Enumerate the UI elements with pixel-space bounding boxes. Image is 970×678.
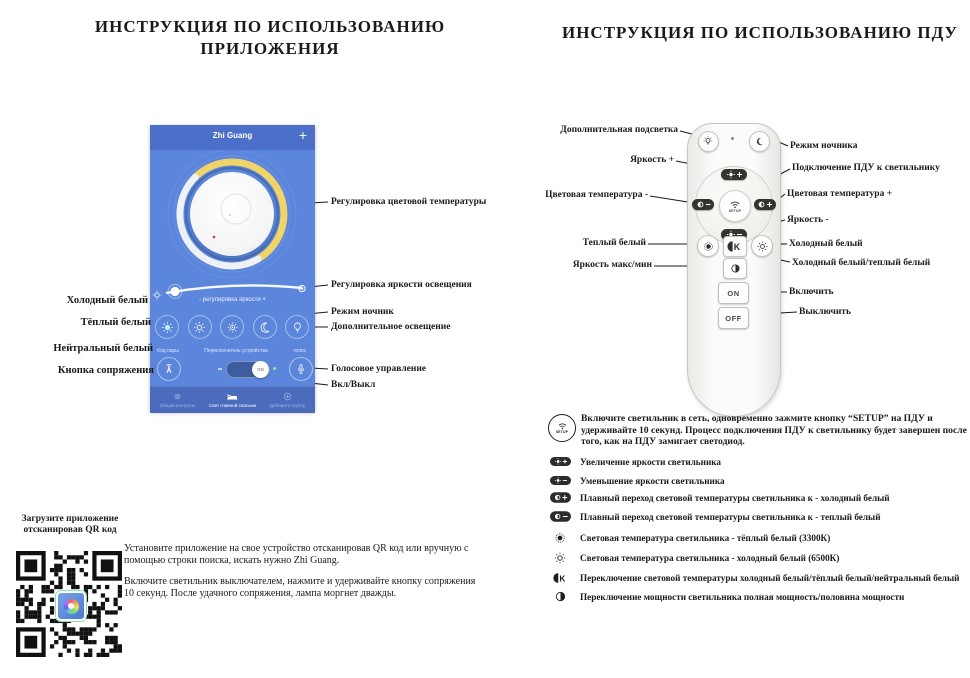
app-screenshot (150, 125, 315, 412)
callout-night-mode-remote: Режим ночника (790, 141, 858, 151)
cold-sun-icon (548, 551, 572, 565)
callout-brightness-minus: Яркость - (787, 215, 829, 225)
brightness-slider-label: - регулировка яркости + (199, 297, 266, 303)
callout-brightness-maxmin: Яркость макс/мин (572, 260, 652, 270)
neutral-white-button (220, 315, 244, 339)
left-title-line2: ПРИЛОЖЕНИЯ (200, 39, 340, 58)
legend-row: K Переключение световой температуры холодный белый/тёплый белый/нейтральный белый (548, 570, 959, 585)
cct-switch-button (723, 236, 747, 257)
warm-sun-icon (702, 240, 715, 253)
callout-turn-on: Включить (789, 287, 834, 297)
device-toggle (226, 361, 270, 378)
legend-row: Увеличение яркости светильника (548, 454, 721, 469)
bulb-rays-icon (702, 135, 714, 147)
led-indicator (731, 137, 734, 140)
left-page-title (70, 16, 470, 60)
app-tab-bar (150, 386, 315, 413)
cct-minus-button (692, 199, 714, 210)
power-half-button (723, 258, 747, 279)
antenna-icon (163, 363, 175, 375)
plus-circle-icon (283, 392, 292, 401)
install-note: Установите приложение на свое устройство отсканировав QR код или вручную с помощью строки поиска, искать нужно Zhi Guang. (124, 543, 469, 566)
callout-color-temp-minus: Цветовая температура - (545, 190, 648, 200)
moon-icon (754, 136, 765, 147)
cct-plus-button (754, 199, 776, 210)
night-mode-button (749, 131, 770, 152)
brightness-down-pill-icon (548, 475, 572, 486)
legend-row: Переключение мощности светильника полная мощность/половина мощности (548, 589, 904, 604)
wifi-icon (729, 200, 741, 209)
night-mode-button (253, 315, 277, 339)
cold-white-button (155, 315, 179, 339)
callout-warm-white-remote: Теплый белый (582, 238, 646, 248)
sun-filled-icon (161, 321, 174, 334)
legend-row: Световая температура светильника - тёплый белый (3300К) (548, 530, 830, 545)
callout-backlight: Дополнительная подсветка (560, 125, 678, 135)
pair-button (157, 357, 181, 381)
svg-text:K: K (733, 241, 741, 252)
callout-extra-light: Дополнительное освещение (331, 322, 451, 332)
microphone-icon (295, 363, 307, 375)
voice-button (289, 357, 313, 381)
add-device-button: + (298, 127, 307, 143)
cct-down-pill-icon (548, 511, 572, 522)
tab-general-control: Общий контроль (150, 387, 205, 413)
warm-white-button (188, 315, 212, 339)
callout-night-mode: Режим ночник (331, 307, 394, 317)
moon-icon (258, 321, 271, 334)
callout-color-temp: Регулировка цветовой температуры (331, 197, 487, 207)
callout-brightness-plus: Яркость + (630, 155, 674, 165)
callout-voice-control: Голосовое управление (331, 364, 427, 374)
voice-label: голос (293, 348, 307, 354)
app-header-bar (150, 125, 315, 150)
qr-caption: Загрузите приложение отсканировав QR код (21, 514, 119, 535)
callout-pairing: Подключение ПДУ к светильнику (792, 163, 940, 173)
tab-main-bedroom-light: Свет главной спальни (205, 387, 260, 413)
on-button: ON (718, 282, 749, 304)
callout-on-off: Вкл/Выкл (331, 380, 376, 390)
brightness-slider (150, 279, 315, 313)
gear-icon (173, 392, 182, 401)
callout-warm-white: Тёплый белый (80, 317, 151, 328)
power-switch-icon (548, 590, 572, 603)
callout-color-temp-plus: Цветовая температура + (787, 189, 893, 199)
setup-note: Включите светильник в сеть, одновременно зажмите кнопку “SETUP” на ПДУ и удерживайте 10 секунд. Процесс подключения ПДУ к светильнику будет завершен после того, как на ПДУ замигает светодиод. (581, 413, 967, 448)
device-switch-label: Переключатель устройства (204, 348, 268, 354)
left-title-line1: ИНСТРУКЦИЯ ПО ИСПОЛЬЗОВАНИЮ (94, 17, 446, 36)
cct-plus-icon (754, 199, 776, 210)
cct-switch-icon (727, 239, 743, 254)
warm-sun-icon (548, 531, 572, 545)
cold-white-button (751, 235, 773, 257)
sun-outline-icon (193, 321, 206, 334)
toggle-off-mark (218, 368, 222, 370)
callout-turn-off: Выключить (799, 307, 851, 317)
sun-plus-icon (721, 169, 747, 180)
callout-cold-white-remote: Холодный белый (789, 239, 863, 249)
pairing-note: Включите светильник выключателем, нажмите и удерживайте кнопку сопряжения 10 секунд. После удачного сопряжения, лампа моргнет дважды. (124, 576, 476, 599)
cct-switch-icon (548, 571, 572, 585)
camera-lens-icon (64, 599, 79, 614)
off-button: OFF (718, 307, 749, 329)
toggle-on-mark (273, 367, 276, 370)
extra-light-button (285, 315, 309, 339)
legend-row: Плавный переход световой температуры светильника к - холодный белый (548, 490, 890, 505)
cct-minus-icon (692, 199, 714, 210)
right-page-title: ИНСТРУКЦИЯ ПО ИСПОЛЬЗОВАНИЮ ПДУ (561, 23, 959, 42)
wifi-icon (557, 422, 568, 430)
svg-text:K: K (558, 573, 565, 583)
app-logo (56, 591, 86, 621)
bulb-icon (291, 321, 304, 334)
backlight-button (698, 131, 719, 152)
brightness-up-pill-icon (548, 456, 572, 467)
legend-row: Световая температура светильника - холодный белый (6500К) (548, 550, 839, 565)
power-switch-icon (729, 262, 742, 275)
cold-sun-icon (756, 240, 769, 253)
toggle-knob: ON (252, 361, 269, 378)
sun-dim-icon (226, 321, 239, 334)
warm-white-button (697, 235, 719, 257)
cct-up-pill-icon (548, 492, 572, 503)
tab-add-group: Добавить группу (260, 387, 315, 413)
pair-code-label: Код пары (157, 348, 179, 354)
callout-neutral-white: Нейтральный белый (53, 343, 153, 354)
legend-row: Плавный переход световой температуры светильника к - теплый белый (548, 509, 881, 524)
app-title: Zhi Guang (212, 131, 253, 140)
callout-brightness: Регулировка яркости освещения (331, 280, 472, 290)
callout-cold-white: Холодный белый (66, 295, 148, 306)
color-temperature-dial (150, 151, 315, 279)
setup-button-label: SETUP (728, 208, 742, 213)
bed-icon (227, 392, 238, 401)
setup-note-icon: SETUP (548, 414, 576, 442)
setup-button (719, 190, 751, 222)
legend-row: Уменьшение яркости светильника (548, 473, 725, 488)
remote-control (687, 123, 781, 417)
callout-pair-button: Кнопка сопряжения (57, 365, 154, 376)
callout-cold-warm: Холодный белый/теплый белый (792, 258, 931, 268)
brightness-plus-button (721, 169, 747, 180)
